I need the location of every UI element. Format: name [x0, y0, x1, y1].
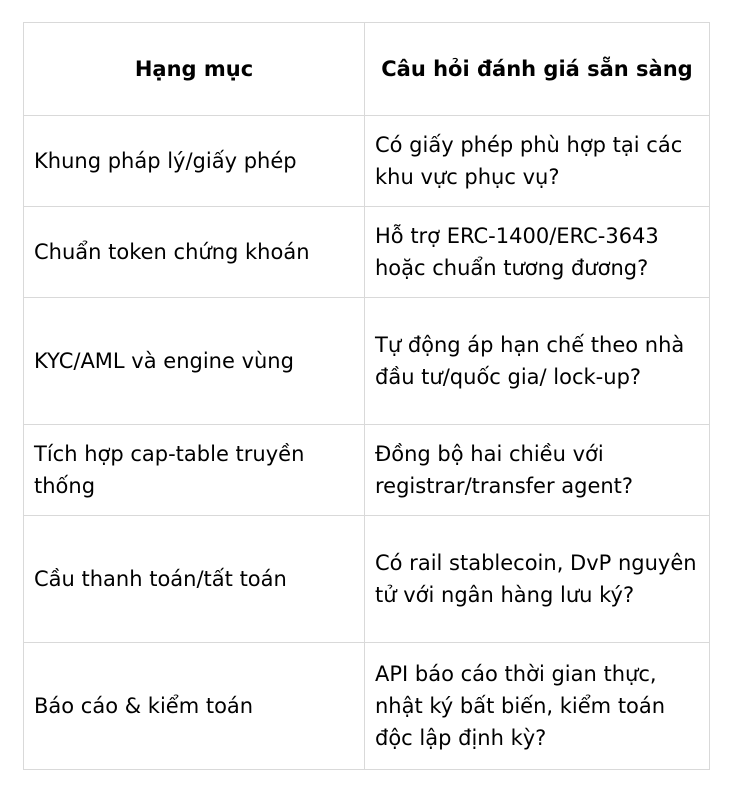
row-category: Khung pháp lý/giấy phép: [24, 116, 365, 207]
row-category: KYC/AML và engine vùng: [24, 298, 365, 425]
row-category: Báo cáo & kiểm toán: [24, 643, 365, 770]
row-question: Có giấy phép phù hợp tại các khu vực phục vụ?: [365, 116, 710, 207]
row-question: Tự động áp hạn chế theo nhà đầu tư/quốc gia/ lock-up?: [365, 298, 710, 425]
header-question: Câu hỏi đánh giá sẵn sàng: [365, 23, 710, 116]
row-question: Đồng bộ hai chiều với registrar/transfer agent?: [365, 425, 710, 516]
row-category: Tích hợp cap-table truyền thống: [24, 425, 365, 516]
header-category: Hạng mục: [24, 23, 365, 116]
table-row: [24, 207, 710, 298]
row-question: Hỗ trợ ERC-1400/ERC-3643 hoặc chuẩn tương đương?: [365, 207, 710, 298]
table-row: [24, 116, 710, 207]
table-header-row: [24, 23, 710, 116]
readiness-table-container: [23, 22, 709, 770]
row-category: Cầu thanh toán/tất toán: [24, 516, 365, 643]
row-question: Có rail stablecoin, DvP nguyên tử với ngân hàng lưu ký?: [365, 516, 710, 643]
row-category: Chuẩn token chứng khoán: [24, 207, 365, 298]
table-row: [24, 298, 710, 425]
table-row: [24, 516, 710, 643]
table-row: [24, 643, 710, 770]
table-row: [24, 425, 710, 516]
readiness-table: [23, 22, 710, 770]
row-question: API báo cáo thời gian thực, nhật ký bất biến, kiểm toán độc lập định kỳ?: [365, 643, 710, 770]
